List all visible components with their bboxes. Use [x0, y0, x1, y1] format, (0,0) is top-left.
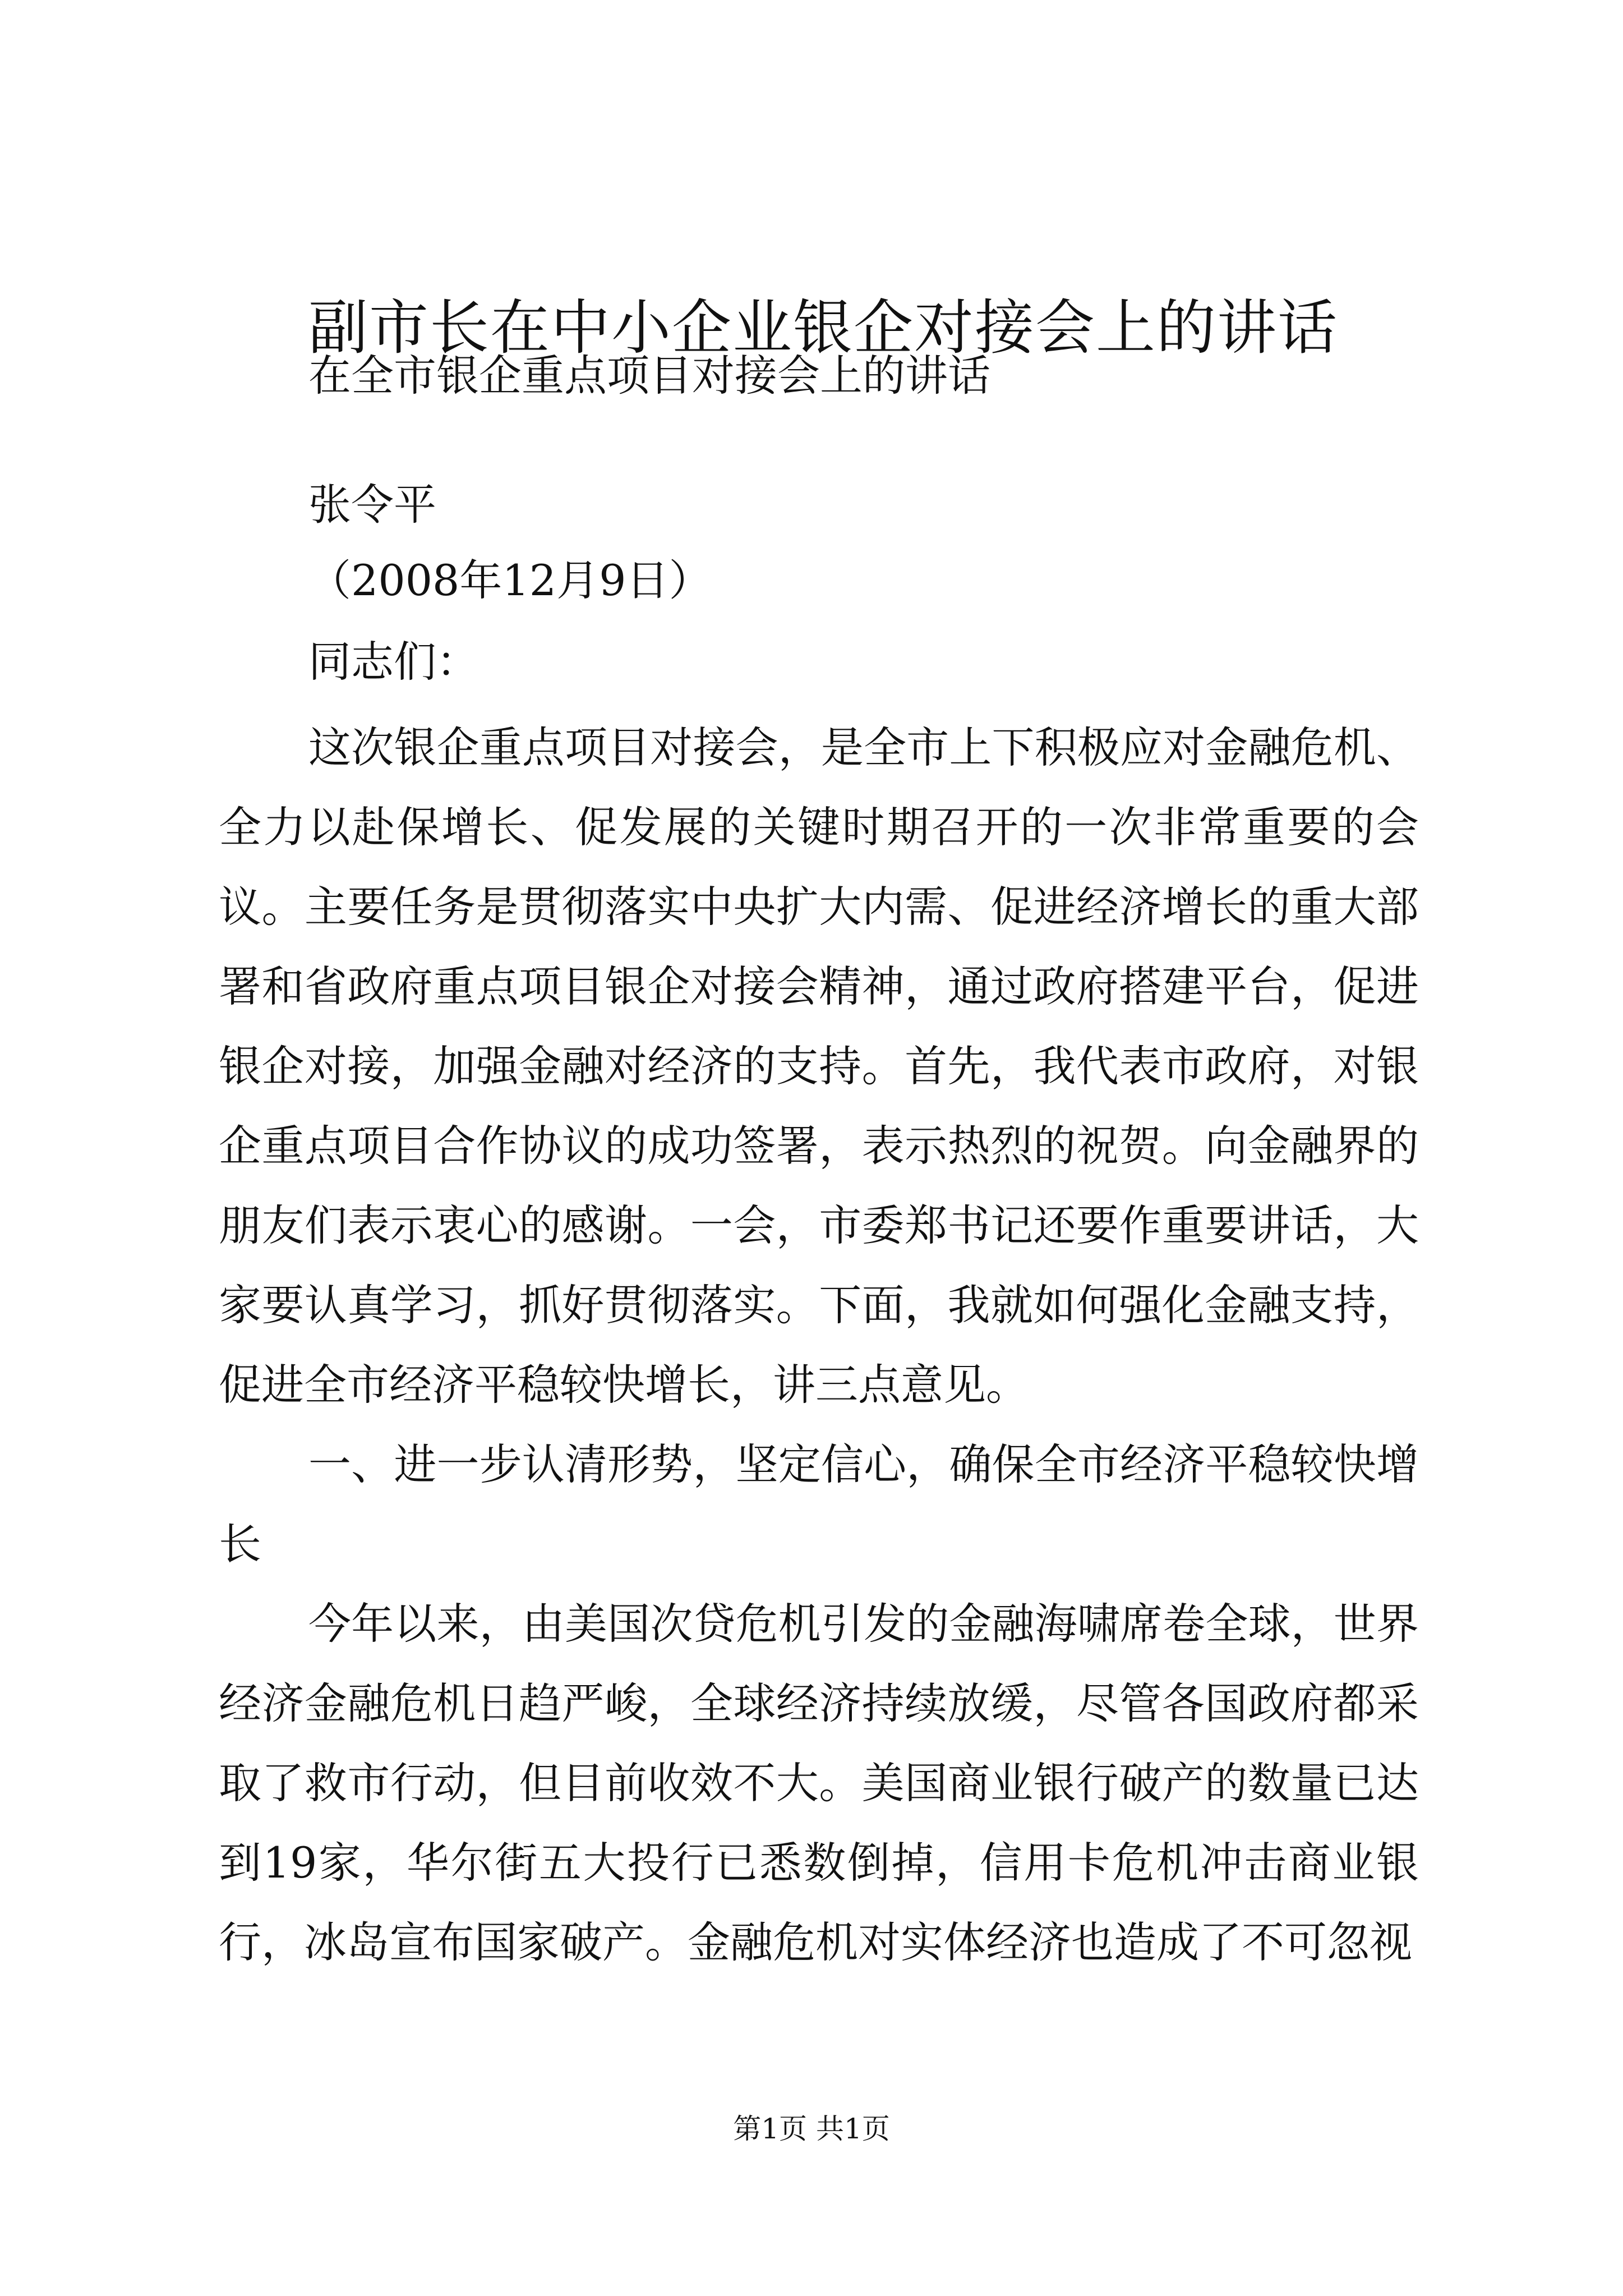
body-paragraph-1: 这次银企重点项目对接会，是全市上下积极应对金融危机、全力以赴保增长、促发展的关键时期召开的一次非常重要的会议。主要任务是贯彻落实中央扩大内需、促进经济增长的重大部署和省政府重点项目银企对接会精神，通过政府搭建平台，促进银企对接，加强金融对经济的支持。首先，我代表市政府，对银企重点项目合作协议的成功签署，表示热烈的祝贺。向金融界的朋友们表示衷心的感谢。一会，市委郑书记还要作重要讲话，大家要认真学习，抓好贯彻落实。下面，我就如何强化金融支持，促进全市经济平稳较快增长，讲三点意见。 — [219, 723, 1419, 1410]
section-heading-1: 一、进一步认清形势，坚定信心，确保全市经济平稳较快增长 — [219, 1439, 1419, 1569]
salutation: 同志们： — [308, 637, 479, 687]
author-name: 张令平 — [308, 480, 436, 530]
document-title: 副市长在中小企业银企对接会上的讲话 — [308, 293, 1338, 362]
body-paragraph-2: 今年以来，由美国次贷危机引发的金融海啸席卷全球，世界经济金融危机日趋严峻，全球经济持续放缓，尽管各国政府都采取了救市行动，但目前收效不大。美国商业银行破产的数量已达到19家，华尔街五大投行已悉数倒掉，信用卡危机冲击商业银行，冰岛宣布国家破产。金融危机对实体经济也造成了不可忽视 — [219, 1599, 1419, 1967]
document-subtitle: 在全市银企重点项目对接会上的讲话 — [308, 351, 990, 401]
page-footer: 第1页 共1页 — [733, 2113, 890, 2145]
speech-date: （2008年12月9日） — [308, 555, 712, 605]
document-body — [219, 708, 1419, 2054]
